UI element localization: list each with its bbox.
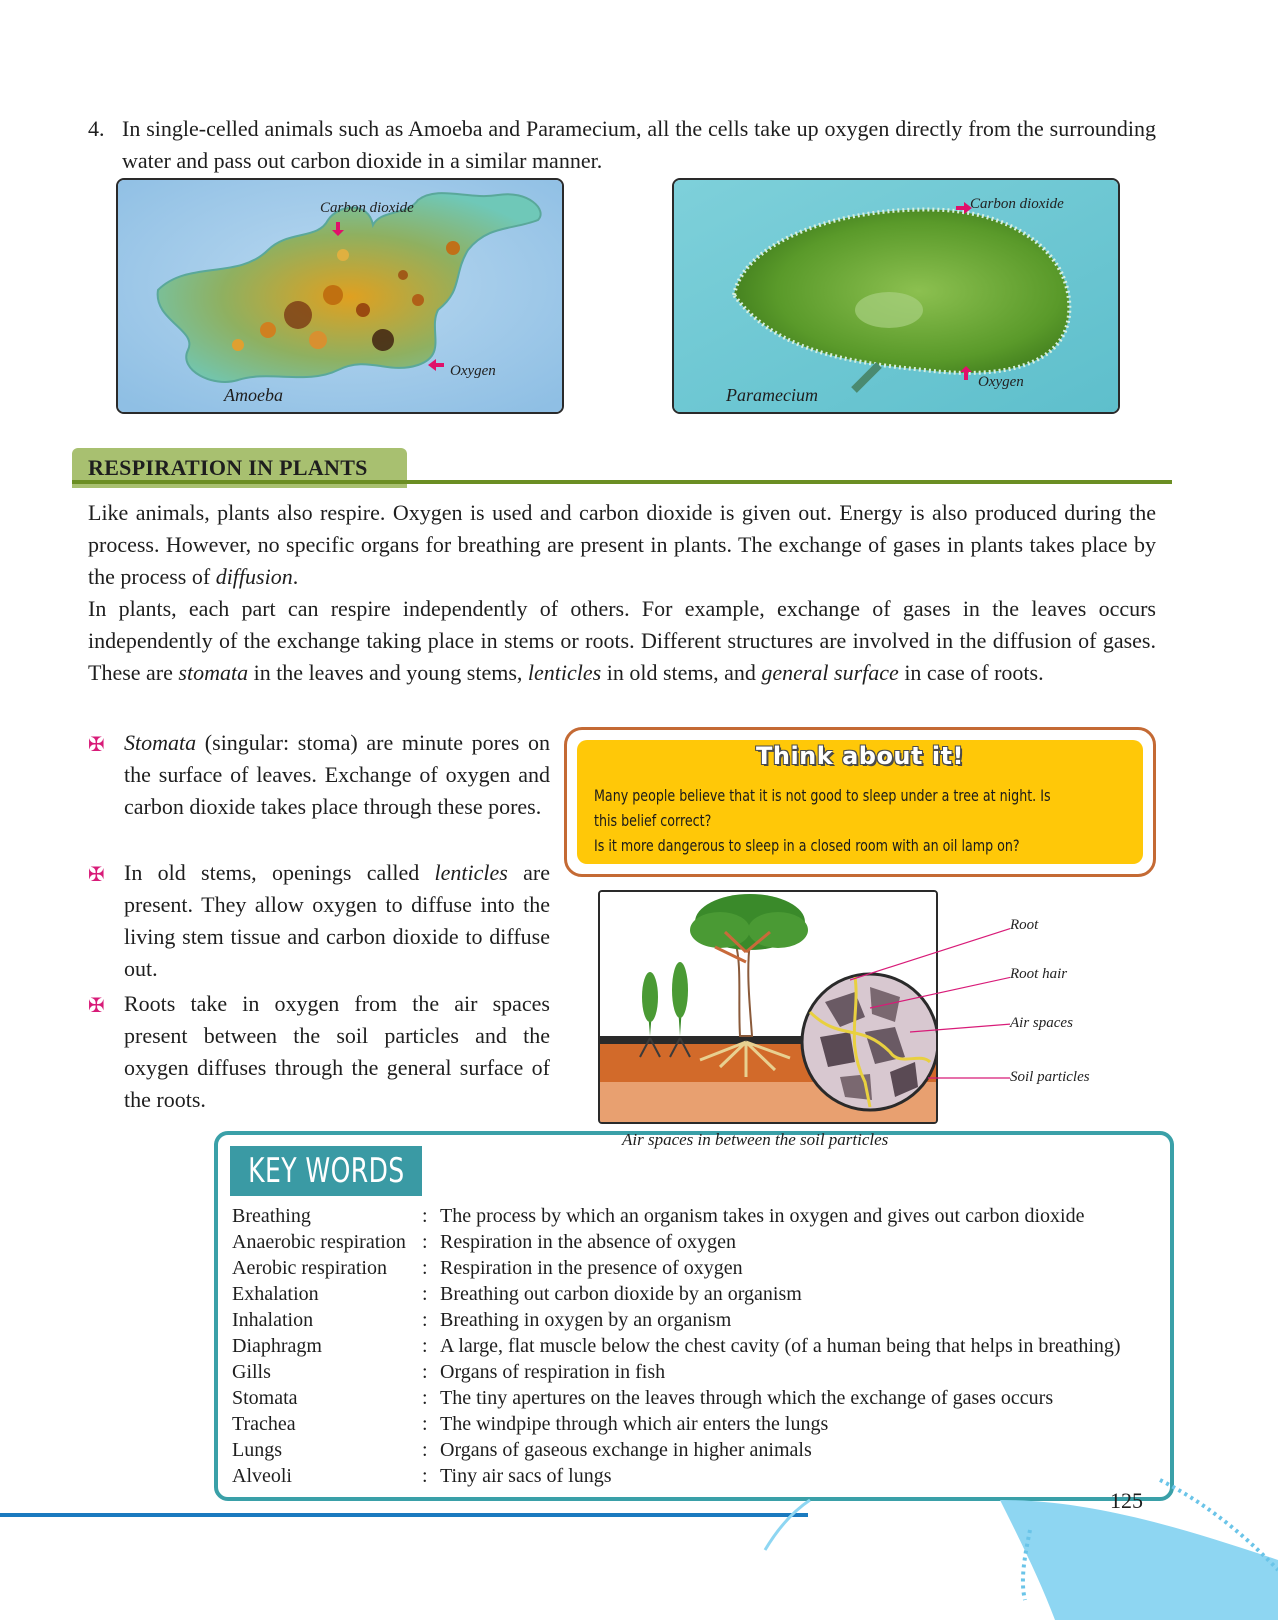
- key-word-definition: Organs of respiration in fish: [440, 1361, 666, 1383]
- amoeba-caption: Amoeba: [224, 385, 283, 405]
- bullet-stomata: ✠ Stomata (singular: stoma) are minute pores on the surface of leaves. Exchange of oxygen and carbon dioxide takes place through these pores.: [88, 730, 550, 819]
- key-word-term: Alveoli: [232, 1465, 292, 1487]
- paramecium-oxygen-label: Oxygen: [978, 374, 1024, 390]
- cross-bullet-icon: ✠: [88, 993, 105, 1017]
- key-word-separator: :: [422, 1387, 428, 1409]
- key-word-separator: :: [422, 1413, 428, 1435]
- paramecium-illustration: [674, 180, 1118, 412]
- think-about-it-box: [564, 727, 1156, 877]
- key-word-term: Trachea: [232, 1413, 296, 1435]
- key-word-term: Gills: [232, 1361, 271, 1383]
- soil-label-root: Root: [1010, 917, 1039, 933]
- key-word-separator: :: [422, 1309, 428, 1331]
- key-word-definition: The windpipe through which air enters the lungs: [440, 1413, 829, 1435]
- key-word-definition: The process by which an organism takes in oxygen and gives out carbon dioxide: [440, 1205, 1085, 1227]
- cross-bullet-icon: ✠: [88, 732, 105, 756]
- paramecium-caption: Paramecium: [726, 385, 818, 405]
- soil-label-soil-particles: Soil particles: [1010, 1069, 1090, 1085]
- page-number: 125: [1110, 1488, 1143, 1513]
- numbered-item-4: [88, 113, 1156, 177]
- key-word-separator: :: [422, 1465, 428, 1487]
- key-word-separator: :: [422, 1257, 428, 1279]
- soil-label-root-hair: Root hair: [1010, 966, 1068, 982]
- key-word-definition: Breathing in oxygen by an organism: [440, 1309, 732, 1331]
- soil-label-leaders: [850, 920, 1010, 1100]
- key-words-heading: KEY WORDS: [230, 1146, 422, 1196]
- key-word-definition: A large, flat muscle below the chest cavity (of a human being that helps in breathing): [440, 1335, 1121, 1357]
- key-word-term: Breathing: [232, 1205, 311, 1227]
- think-about-it-panel: [577, 740, 1143, 864]
- key-word-separator: :: [422, 1205, 428, 1227]
- item-number: 4.: [88, 116, 105, 141]
- key-word-definition: Respiration in the presence of oxygen: [440, 1257, 743, 1279]
- cross-bullet-icon: ✠: [88, 862, 105, 886]
- key-word-definition: Respiration in the absence of oxygen: [440, 1231, 737, 1253]
- paramecium-image: [672, 178, 1120, 414]
- amoeba-carbon-dioxide-label: Carbon dioxide: [320, 200, 414, 216]
- key-word-definition: The tiny apertures on the leaves through which the exchange of gases occurs: [440, 1387, 1054, 1409]
- think-about-it-title: Think about it!: [755, 742, 964, 770]
- paragraph-structures: In plants, each part can respire independently of others. For example, exchange of gases in the leaves occurs independently of the exchange taking place in stems or roots. Different structures are involved in the diffusion of gases. These are stomata in the leaves and young stems, lenticles in old stems, and general surface in case of roots.: [88, 596, 1156, 685]
- key-word-definition: Organs of gaseous exchange in higher animals: [440, 1439, 812, 1461]
- footer-decoration: [0, 1470, 1278, 1620]
- key-word-separator: :: [422, 1283, 428, 1305]
- soil-diagram-caption: Air spaces in between the soil particles: [622, 1130, 889, 1149]
- paramecium-carbon-dioxide-label: Carbon dioxide: [970, 196, 1064, 212]
- key-word-term: Anaerobic respiration: [232, 1231, 406, 1253]
- key-word-separator: :: [422, 1335, 428, 1357]
- key-word-separator: :: [422, 1361, 428, 1383]
- amoeba-oxygen-label: Oxygen: [450, 363, 496, 379]
- key-word-term: Stomata: [232, 1387, 298, 1409]
- paragraph-intro: Like animals, plants also respire. Oxygen is used and carbon dioxide is given out. Energy is also produced during the process. However, no specific organs for breathing are present in plants. The exchange of gases in plants takes place by the process of diffusion.: [88, 500, 1156, 589]
- section-rule: [72, 480, 1172, 484]
- key-word-separator: :: [422, 1231, 428, 1253]
- key-word-separator: :: [422, 1439, 428, 1461]
- soil-label-air-spaces: Air spaces: [1010, 1015, 1073, 1031]
- section-heading: RESPIRATION IN PLANTS: [72, 448, 407, 488]
- bullet-roots: ✠ Roots take in oxygen from the air spaces present between the soil particles and the oxygen diffuses through the general surface of the roots.: [88, 991, 550, 1112]
- think-question-line-2: this belief correct?: [594, 811, 712, 830]
- key-word-term: Aerobic respiration: [232, 1257, 387, 1279]
- key-word-definition: Tiny air sacs of lungs: [440, 1465, 612, 1487]
- key-word-term: Exhalation: [232, 1283, 319, 1305]
- key-word-term: Lungs: [232, 1439, 282, 1461]
- think-question-line-1: Many people believe that it is not good to sleep under a tree at night. Is: [594, 786, 1051, 805]
- amoeba-image: [116, 178, 564, 414]
- key-word-term: Inhalation: [232, 1309, 314, 1331]
- bullet-lenticles: ✠ In old stems, openings called lenticles are present. They allow oxygen to diffuse into the living stem tissue and carbon dioxide to diffuse out.: [88, 860, 551, 981]
- item-text: In single-celled animals such as Amoeba and Paramecium, all the cells take up oxygen directly from the surrounding water and pass out carbon dioxide in a similar manner.: [122, 116, 1156, 173]
- think-question-line-3: Is it more dangerous to sleep in a closed room with an oil lamp on?: [594, 836, 1020, 855]
- key-word-term: Diaphragm: [232, 1335, 322, 1357]
- key-word-definition: Breathing out carbon dioxide by an organism: [440, 1283, 802, 1305]
